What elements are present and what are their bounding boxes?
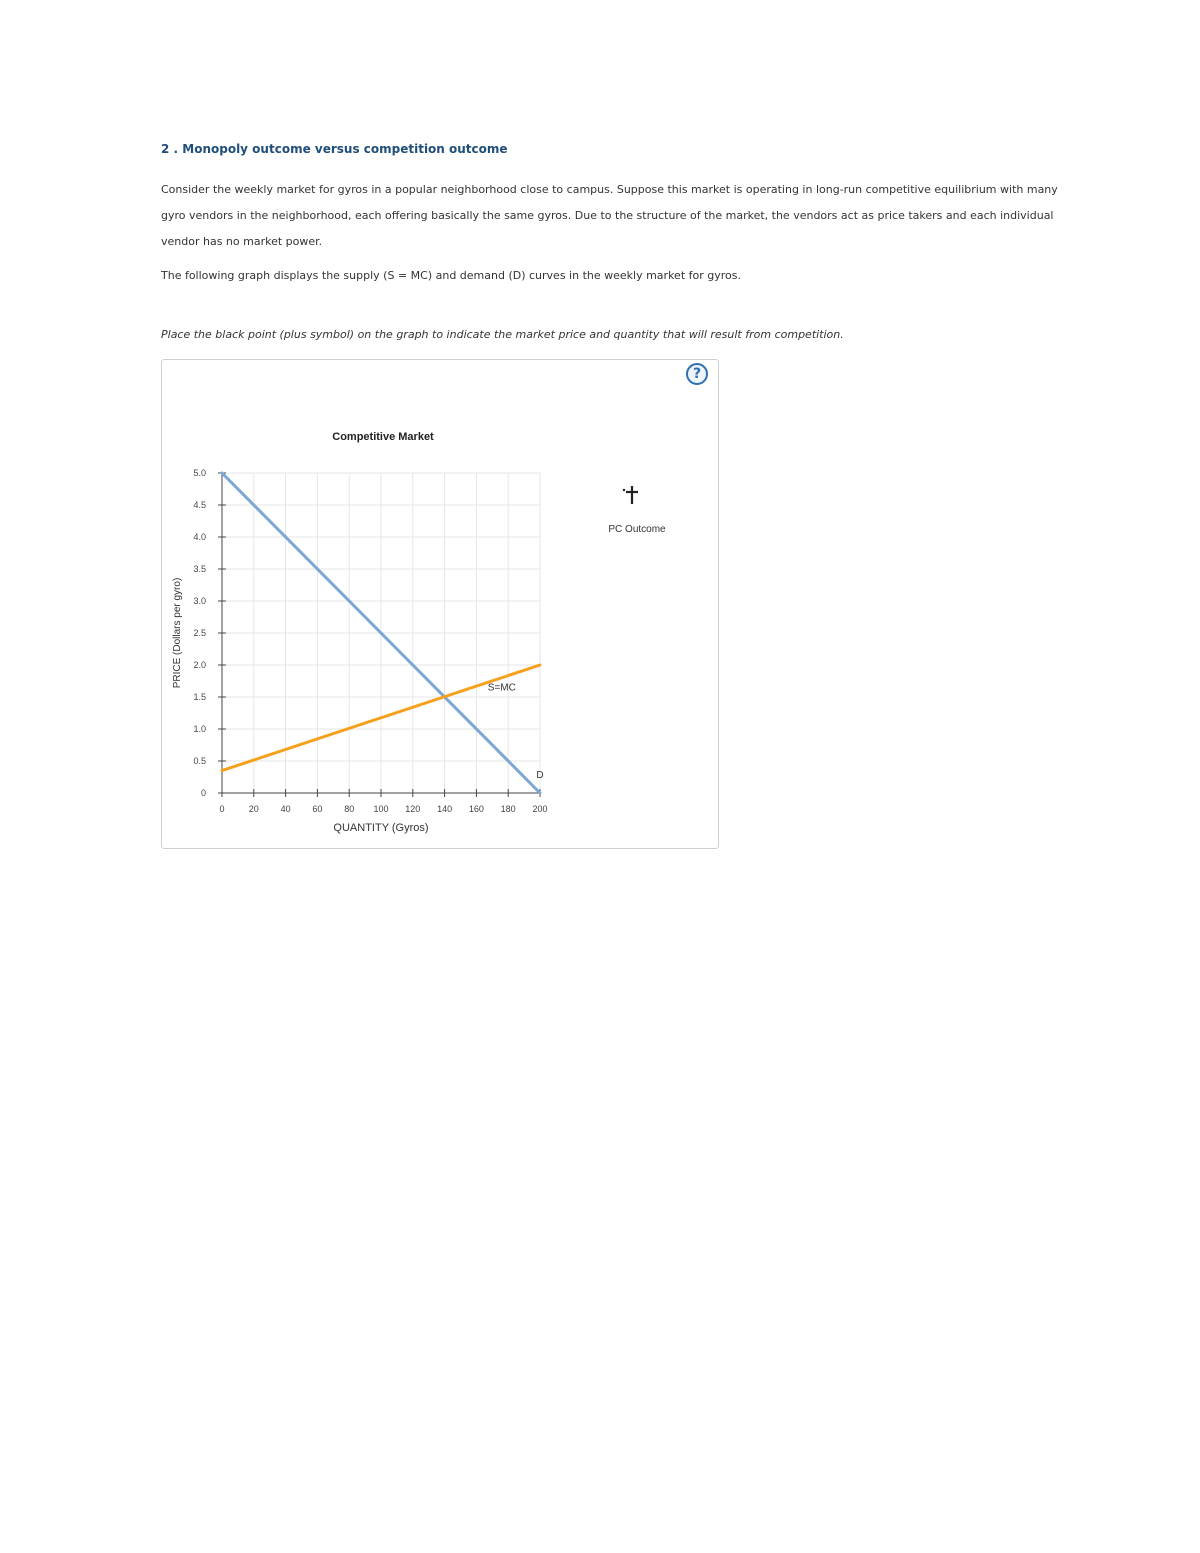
pc-outcome-tool[interactable] bbox=[608, 486, 666, 535]
y-tick-label: 3.5 bbox=[193, 564, 206, 574]
y-tick-label: 4.5 bbox=[193, 500, 206, 510]
x-tick-label: 140 bbox=[437, 804, 453, 814]
x-axis-title: QUANTITY (Gyros) bbox=[333, 822, 429, 834]
y-tick-label: 2.0 bbox=[193, 660, 206, 670]
y-tick-label: 4.0 bbox=[193, 532, 206, 542]
y-tick-label: 3.0 bbox=[193, 596, 206, 606]
y-tick-label: 0.5 bbox=[193, 756, 206, 766]
question-title: 2 . Monopoly outcome versus competition outcome bbox=[161, 142, 508, 156]
supply-label: S=MC bbox=[487, 682, 516, 694]
y-tick-label: 1.0 bbox=[193, 724, 206, 734]
x-tick-label: 20 bbox=[248, 804, 259, 814]
question-instruction: Place the black point (plus symbol) on the graph to indicate the market price and quantity that will result from competition. bbox=[161, 328, 844, 341]
x-tick-label: 60 bbox=[312, 804, 323, 814]
x-tick-label: 200 bbox=[532, 804, 548, 814]
question-paragraph-1: Consider the weekly market for gyros in a popular neighborhood close to campus. Suppose this market is operating in long-run competitive equilibrium with many gyro vendors in the neighborhood, each offering basically the same gyros. Due to the structure of the market, the vendors act as price takers and each individual vendor has no market power. bbox=[161, 183, 1058, 248]
question-paragraph-2: The following graph displays the supply (S = MC) and demand (D) curves in the weekly market for gyros. bbox=[161, 269, 741, 282]
x-tick-label: 80 bbox=[344, 804, 355, 814]
y-tick-label: 2.5 bbox=[193, 628, 206, 638]
help-button[interactable]: ? bbox=[686, 363, 708, 385]
chart-title: Competitive Market bbox=[332, 431, 434, 443]
y-tick-label: 1.5 bbox=[193, 692, 206, 702]
x-tick-label: 160 bbox=[468, 804, 484, 814]
x-tick-label: 40 bbox=[280, 804, 291, 814]
y-axis-title: PRICE (Dollars per gyro) bbox=[172, 577, 183, 689]
plus-icon[interactable] bbox=[623, 486, 638, 504]
pc-outcome-label: PC Outcome bbox=[608, 524, 666, 535]
x-tick-label: 180 bbox=[500, 804, 516, 814]
y-tick-label: 0 bbox=[200, 788, 206, 798]
x-tick-label: 100 bbox=[373, 804, 389, 814]
demand-label: D bbox=[536, 770, 544, 781]
y-tick-label: 5.0 bbox=[193, 468, 206, 478]
x-tick-label: 0 bbox=[219, 804, 225, 814]
x-tick-label: 120 bbox=[405, 804, 421, 814]
